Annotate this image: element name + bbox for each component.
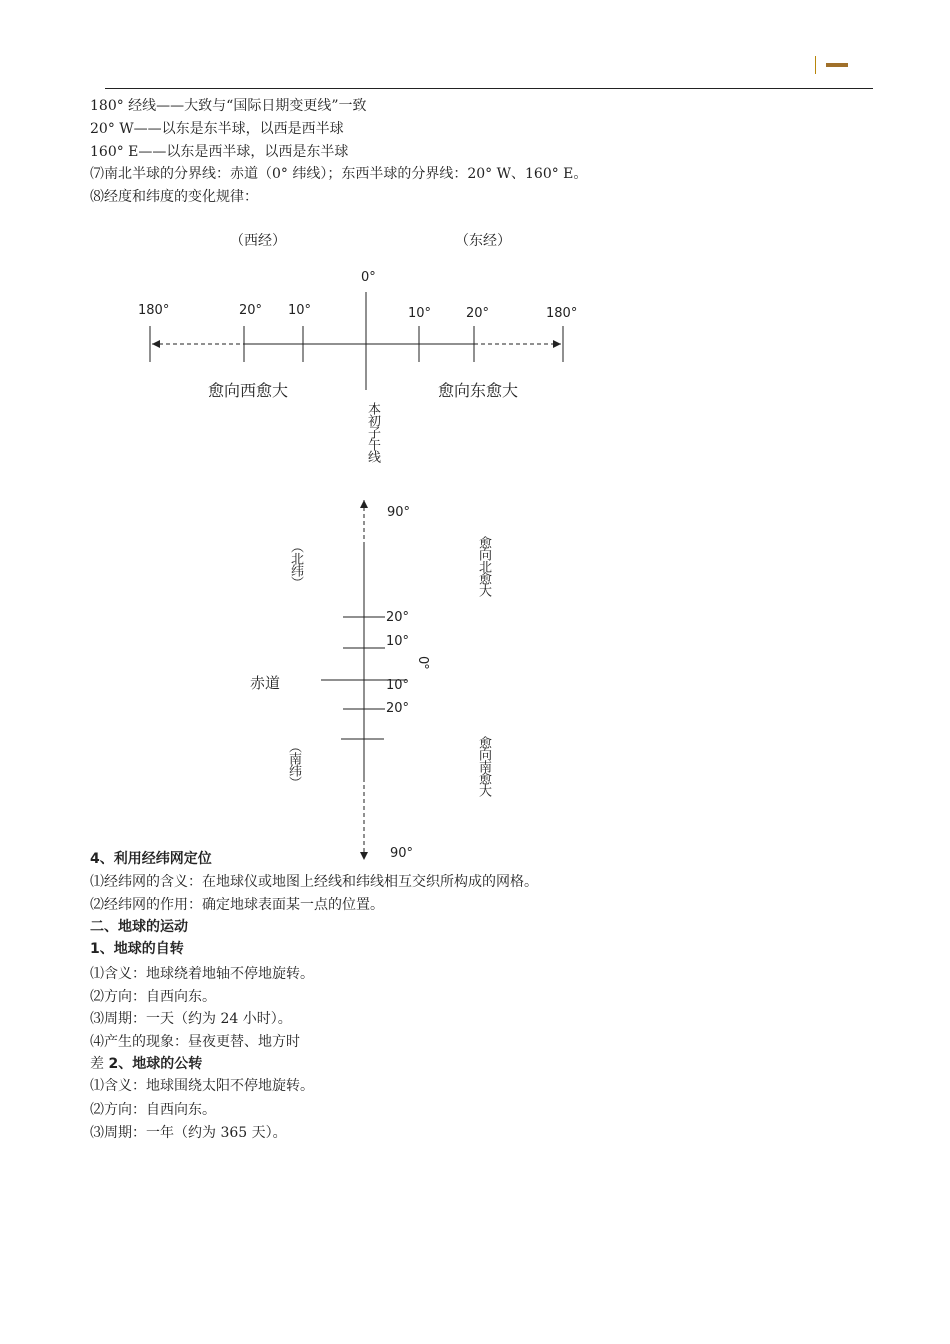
tick-label-20e: 20° bbox=[466, 306, 490, 321]
tick-label-20w: 20° bbox=[239, 303, 263, 318]
revolution-title-row bbox=[90, 1055, 202, 1073]
revolution-title-prefix: 差 bbox=[90, 1056, 104, 1072]
north-pole-label: 90° bbox=[387, 505, 411, 520]
tick-label-10n: 10° bbox=[386, 634, 410, 649]
tick-label-20s: 20° bbox=[386, 701, 410, 716]
tick-label-20n: 20° bbox=[386, 610, 410, 625]
west-caption: 愈向西愈大 bbox=[208, 381, 289, 400]
south-latitude-label: （南纬） bbox=[286, 740, 301, 788]
rotation-period: ⑶周期：一天（约为 24 小时）。 bbox=[90, 1011, 292, 1027]
north-caption: 愈向北愈大 bbox=[476, 536, 491, 596]
rotation-title: 1、地球的自转 bbox=[90, 941, 184, 957]
west-longitude-label: （西经） bbox=[230, 233, 286, 249]
prime-meridian-label: 本初子午线 bbox=[365, 402, 380, 462]
longitude-axis bbox=[150, 292, 563, 390]
text-line-boundaries: ⑺南北半球的分界线：赤道（0° 纬线）；东西半球的分界线：20° W、160° E。 bbox=[90, 166, 588, 182]
rotation-direction: ⑵方向：自西向东。 bbox=[90, 989, 216, 1005]
rotation-phenomena: ⑷产生的现象：昼夜更替、地方时 bbox=[90, 1034, 300, 1050]
north-latitude-label: （北纬） bbox=[288, 540, 303, 588]
equator-label: 赤道 bbox=[250, 674, 281, 692]
text-line-180: 180° 经线——大致与“国际日期变更线”一致 bbox=[90, 98, 367, 114]
section-4-title: 4、利用经纬网定位 bbox=[90, 851, 212, 867]
text-line-20w: 20° W——以东是东半球，以西是西半球 bbox=[90, 121, 344, 137]
tick-label-10e: 10° bbox=[408, 306, 432, 321]
south-pole-label: 90° bbox=[390, 846, 414, 861]
revolution-direction: ⑵方向：自西向东。 bbox=[90, 1102, 216, 1118]
east-longitude-label: （东经） bbox=[455, 233, 511, 249]
zero-meridian-label: 0° bbox=[361, 270, 376, 285]
section-earth-motion-title: 二、地球的运动 bbox=[90, 919, 188, 935]
south-caption: 愈向南愈大 bbox=[476, 736, 491, 796]
east-caption: 愈向东愈大 bbox=[438, 381, 519, 400]
rotation-meaning: ⑴含义：地球绕着地轴不停地旋转。 bbox=[90, 966, 314, 982]
grid-meaning: ⑴经纬网的含义：在地球仪或地图上经线和纬线相互交织所构成的网格。 bbox=[90, 874, 538, 890]
tick-label-10s: 10° bbox=[386, 678, 410, 693]
zero-latitude-label: 0° bbox=[415, 656, 430, 669]
text-line-rule-heading: ⑻经度和纬度的变化规律： bbox=[90, 189, 258, 205]
tick-label-10w: 10° bbox=[288, 303, 312, 318]
revolution-title: 2、地球的公转 bbox=[108, 1056, 203, 1072]
text-line-160e: 160° E——以东是西半球，以西是东半球 bbox=[90, 144, 349, 160]
revolution-meaning: ⑴含义：地球围绕太阳不停地旋转。 bbox=[90, 1078, 314, 1094]
tick-label-180w: 180° bbox=[138, 303, 170, 318]
revolution-period: ⑶周期：一年（约为 365 天）。 bbox=[90, 1125, 287, 1141]
grid-function: ⑵经纬网的作用：确定地球表面某一点的位置。 bbox=[90, 897, 384, 913]
tick-label-180e: 180° bbox=[546, 306, 578, 321]
